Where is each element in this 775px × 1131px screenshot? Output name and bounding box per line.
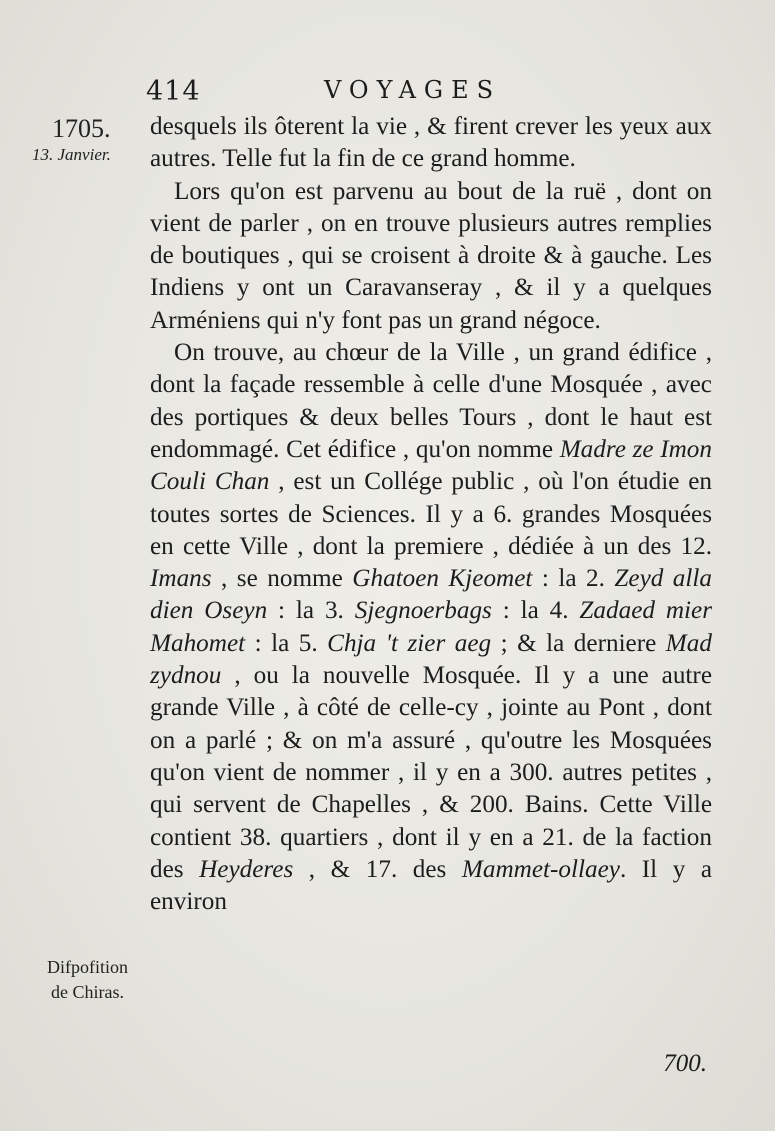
main-text <box>150 111 712 918</box>
text-run: : la 2. <box>532 565 615 593</box>
paragraph-2: Lors qu'on est parvenu au bout de la ruë , dont on vient de parler , on en trouve plusieurs autres remplies de boutiques , qui se croisent à droite & à gauche. Les Indiens y ont un Caravanseray , & il y a quelques Arméniens qui n'y font pas un grand négoce. <box>150 177 712 334</box>
text-run: : la 5. <box>245 629 328 657</box>
text-run: : la 4. <box>491 597 580 625</box>
text-run: , se nomme <box>211 565 353 593</box>
text-run: On trouve, au chœur de la Ville , un grand édifice , dont la façade ressemble à celle d'une Mosquée , avec des portiques & deux belles Tours , dont le haut est endommagé. Cet édifice , qu'on nomme <box>150 339 712 463</box>
mosque-name-6: Mad zydnou <box>150 629 712 690</box>
margin-note-disposition <box>30 955 145 1005</box>
page-number: 414 <box>146 76 201 107</box>
mosque-name-4: Zadaed mier Mahomet <box>150 597 713 657</box>
mosque-name-3: Sjegnoerbags <box>354 597 492 625</box>
running-title: VOYAGES <box>324 76 502 104</box>
text-run: , ou la nouvelle Mosquée. Il y a une autre grande Ville , à côté de celle-cy , jointe au Pont , dont on a parlé ; & on m'a assuré , qu'outre les Mosquées qu'on vient de nommer , il y en a 300. autres petites , qui servent de Chapelles , & 200. Bains. Cette Ville contient 38. quartiers , dont il y en a 21. de la faction des <box>150 662 712 883</box>
imans-term: Imans <box>150 565 212 593</box>
margin-year: 1705. <box>52 114 111 143</box>
mosque-name-2: Zeyd alla dien Oseyn <box>150 565 712 625</box>
faction-name-1: Heyderes <box>199 855 294 883</box>
mosque-name-1: Ghatoen Kjeomet <box>352 565 533 593</box>
paragraph-3 <box>150 337 712 918</box>
running-head <box>146 76 706 110</box>
text-run: ; & la derniere <box>491 629 666 657</box>
mosque-name-5: Chja 't zier aeg <box>327 629 492 657</box>
text-run: , est un Collége public , où l'on étudie en toutes sortes de Sciences. Il y a 6. grandes Mosquées en cette Ville , dont la premiere , dédiée à un des 12. <box>150 468 712 560</box>
faction-name-2: Mammet-ollaey <box>461 855 620 883</box>
margin-note-line: Difpofition <box>47 957 128 977</box>
paragraph-1: desquels ils ôterent la vie , & firent crever les yeux aux autres. Telle fut la fin de ce grand homme. <box>150 113 712 173</box>
text-run: : la 3. <box>267 597 355 625</box>
margin-note-line: de Chiras. <box>51 982 124 1002</box>
text-run: . Il y a environ <box>150 855 712 916</box>
catchword: 700. <box>663 1050 707 1077</box>
margin-date: 13. Janvier. <box>32 145 111 164</box>
college-name: Madre ze Imon Couli Chan <box>150 435 712 496</box>
text-run: , & 17. des <box>293 855 462 883</box>
